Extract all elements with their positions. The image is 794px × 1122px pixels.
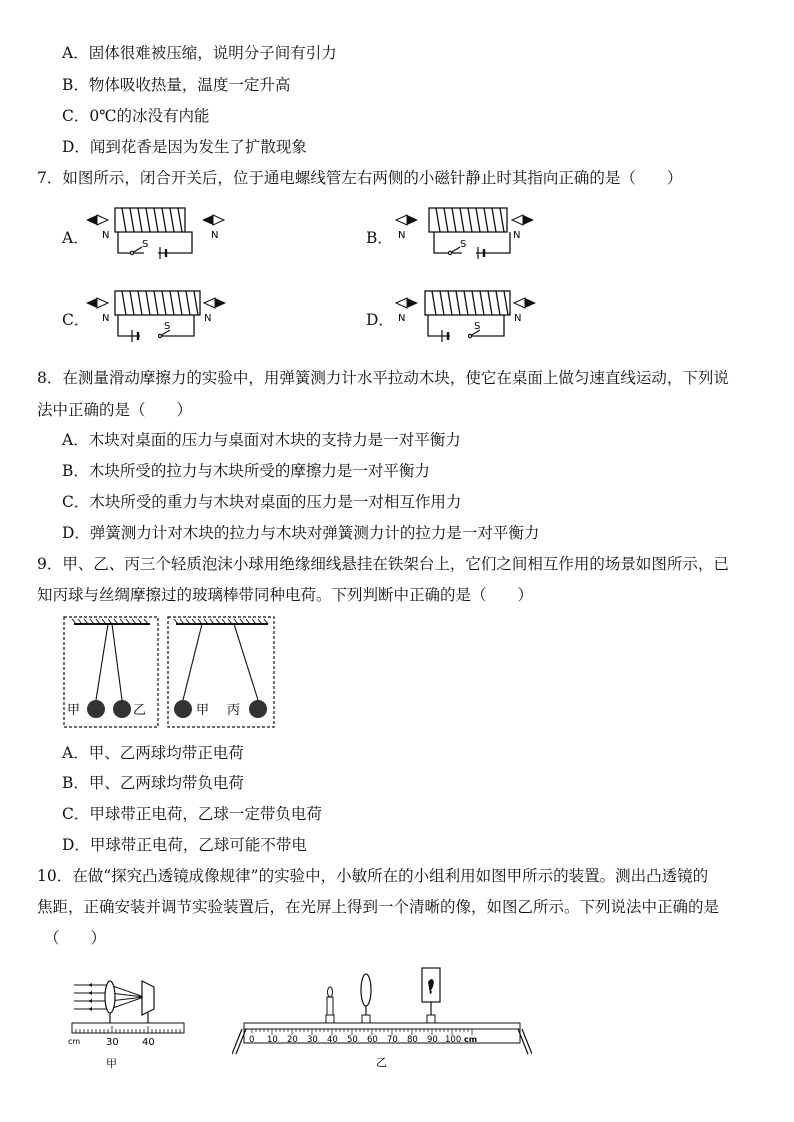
q10-stem-line1: 10．在做“探究凸透镜成像规律”的实验中，小敏所在的小组利用如图甲所示的装置。测出凸透镜的 <box>37 867 709 885</box>
q7-figure-c <box>82 286 232 348</box>
label-jia-left: 甲 <box>67 703 81 718</box>
switch-label: S <box>142 239 149 250</box>
bench-tick-70: 70 <box>387 1035 398 1045</box>
needle-label-right: N <box>211 230 219 241</box>
label-bing: 丙 <box>227 703 241 718</box>
q7-stem: 7．如图所示，闭合开关后，位于通电螺线管左右两侧的小磁针静止时其指向正确的是（ ） <box>37 169 683 187</box>
needle-label-right: N <box>514 313 522 324</box>
compass-needle-left-icon <box>396 298 418 308</box>
needle-label-left: N <box>398 230 406 241</box>
ruler-jia-tick-30: 30 <box>106 1037 119 1048</box>
ball-bing <box>249 700 267 718</box>
fig-yi-caption: 乙 <box>376 1056 387 1069</box>
q7-label-b: B． <box>366 229 393 247</box>
q9-option-c: C．甲球带正电荷，乙球一定带负电荷 <box>62 805 322 823</box>
q8-option-d: D．弹簧测力计对木块的拉力与木块对弹簧测力计的拉力是一对平衡力 <box>62 524 540 542</box>
q10-stem-line2: 焦距，正确安装并调节实验装置后，在光屏上得到一个清晰的像，如图乙所示。下列说法中正确的是 <box>37 898 720 916</box>
fig-jia-caption: 甲 <box>106 1057 117 1070</box>
switch-label: S <box>460 239 467 250</box>
needle-label-right: N <box>513 230 521 241</box>
q7-figure-b <box>392 203 542 265</box>
q10-figure-jia <box>66 975 196 1070</box>
optical-bench-ruler <box>244 1029 520 1043</box>
solenoid-coil <box>425 291 510 336</box>
q6-option-d: D．闻到花香是因为发生了扩散现象 <box>62 138 307 156</box>
q7-figure-a <box>82 203 232 265</box>
bench-tick-30: 30 <box>307 1035 318 1045</box>
ruler-jia-unit: cm <box>68 1037 81 1046</box>
q9-option-b: B．甲、乙两球均带负电荷 <box>62 774 244 792</box>
bench-tick-40: 40 <box>327 1035 338 1045</box>
light-screen-icon <box>422 968 440 1023</box>
optical-bench-rail <box>244 1023 520 1029</box>
compass-needle-left-icon <box>86 298 108 308</box>
switch-label: S <box>164 321 171 332</box>
ruler-jia-tick-40: 40 <box>142 1037 155 1048</box>
q7-label-d: D． <box>366 311 394 329</box>
q8-stem-line2: 法中正确的是（ ） <box>37 401 193 419</box>
solenoid-coil <box>115 208 192 253</box>
q8-stem-line1: 8．在测量滑动摩擦力的实验中，用弹簧测力计水平拉动木块，使它在桌面上做匀速直线运动，下列说 <box>37 369 729 387</box>
needle-label-left: N <box>398 313 406 324</box>
needle-label-left: N <box>102 313 110 324</box>
solenoid-coil <box>115 291 200 336</box>
compass-needle-left-icon <box>86 215 108 225</box>
ball-jia-left <box>87 700 105 718</box>
bench-tick-100: 100 <box>445 1035 462 1045</box>
q6-option-b: B．物体吸收热量，温度一定升高 <box>62 76 291 94</box>
light-screen-icon <box>142 981 154 1015</box>
bench-tick-90: 90 <box>427 1035 438 1045</box>
q7-label-a: A． <box>62 229 89 247</box>
bench-tick-20: 20 <box>287 1035 298 1045</box>
q9-option-d: D．甲球带正电荷，乙球可能不带电 <box>62 836 307 854</box>
compass-needle-right-icon <box>202 215 224 225</box>
convex-lens-icon <box>361 974 371 1023</box>
q9-figure <box>62 614 278 732</box>
compass-needle-right-icon <box>204 298 226 308</box>
q6-option-a: A．固体很难被压缩，说明分子间有引力 <box>62 44 337 62</box>
q8-option-c: C．木块所受的重力与木块对桌面的压力是一对相互作用力 <box>62 493 462 511</box>
ball-jia-right <box>174 700 192 718</box>
candle-icon <box>326 987 334 1023</box>
convex-lens-icon <box>105 981 115 1013</box>
q9-stem-line2: 知丙球与丝绸摩擦过的玻璃棒带同种电荷。下列判断中正确的是（ ） <box>37 586 534 604</box>
q10-figure-yi <box>232 960 532 1072</box>
switch-label: S <box>474 321 481 332</box>
bench-tick-50: 50 <box>347 1035 358 1045</box>
bench-tick-60: 60 <box>367 1035 378 1045</box>
q9-stem-line1: 9．甲、乙、丙三个轻质泡沫小球用绝缘细线悬挂在铁架台上，它们之间相互作用的场景如图所示，已 <box>37 555 729 573</box>
ball-yi <box>113 700 131 718</box>
bench-tick-80: 80 <box>407 1035 418 1045</box>
label-jia-right: 甲 <box>196 703 210 718</box>
bench-tick-0: 0 <box>249 1035 255 1045</box>
compass-needle-right-icon <box>514 298 536 308</box>
q7-label-c: C． <box>62 311 90 329</box>
compass-needle-left-icon <box>396 215 418 225</box>
bench-unit: cm <box>464 1035 478 1044</box>
q9-option-a: A．甲、乙两球均带正电荷 <box>62 744 244 762</box>
needle-label-right: N <box>204 313 212 324</box>
needle-label-left: N <box>102 230 110 241</box>
q7-figure-d <box>392 286 542 348</box>
compass-needle-right-icon <box>512 215 534 225</box>
label-yi: 乙 <box>133 703 147 718</box>
bench-tick-10: 10 <box>267 1035 278 1045</box>
q8-option-b: B．木块所受的拉力与木块所受的摩擦力是一对平衡力 <box>62 462 430 480</box>
q8-option-a: A．木块对桌面的压力与桌面对木块的支持力是一对平衡力 <box>62 431 461 449</box>
q10-stem-line3: （ ） <box>44 929 107 947</box>
solenoid-coil <box>429 208 510 253</box>
q6-option-c: C．0℃的冰没有内能 <box>62 107 210 125</box>
